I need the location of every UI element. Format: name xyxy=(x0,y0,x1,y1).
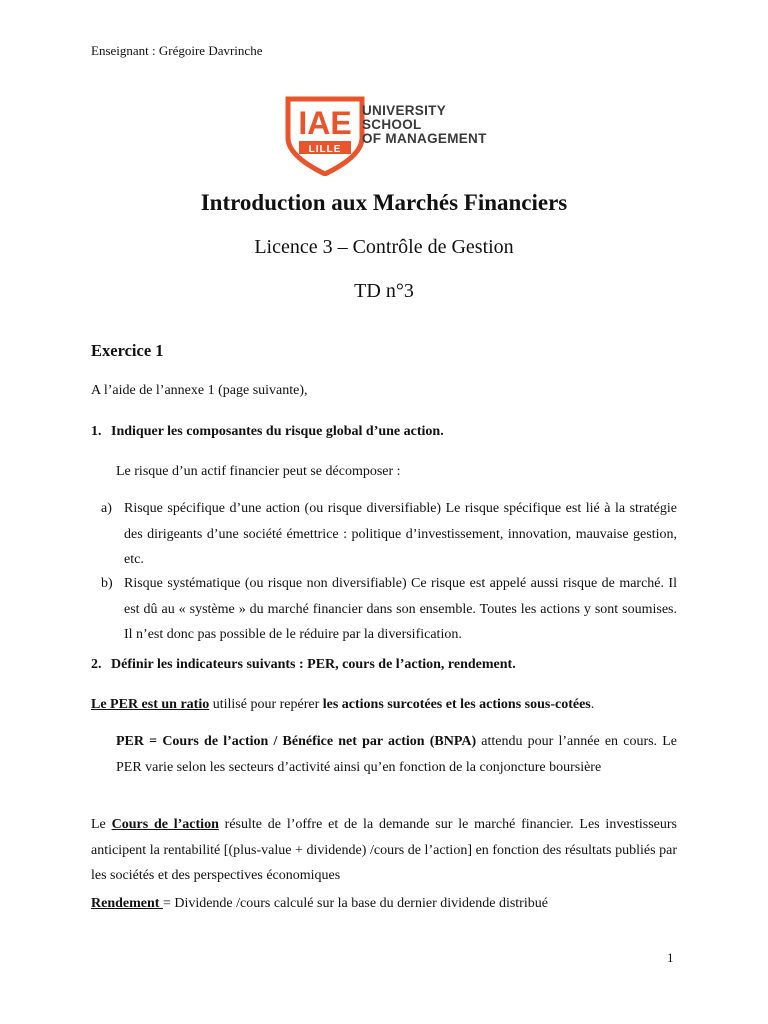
per-mid: utilisé pour repérer xyxy=(209,697,323,712)
per-formula-paragraph xyxy=(116,729,677,780)
exercise-intro: A l’aide de l’annexe 1 (page suivante), xyxy=(91,383,308,398)
document-title: Introduction aux Marchés Financiers xyxy=(200,190,568,215)
per-end: . xyxy=(590,697,595,712)
list-item xyxy=(91,571,677,648)
per-term: Le PER est un ratio xyxy=(91,697,210,712)
logo-line3: OF MANAGEMENT xyxy=(362,131,487,146)
cours-term: Cours de l’action xyxy=(111,817,219,832)
question-1-number: 1. xyxy=(91,424,102,439)
rendement-term: Rendement xyxy=(91,896,163,911)
exercise-title: Exercice 1 xyxy=(91,341,164,360)
td-number: TD n°3 xyxy=(354,280,414,302)
risk-intro: Le risque d’un actif financier peut se décomposer : xyxy=(116,464,401,479)
list-item xyxy=(91,496,677,573)
logo-line1: UNIVERSITY xyxy=(362,103,447,118)
per-emphasis: les actions surcotées et les actions sous-cotées xyxy=(322,697,591,712)
header-teacher: Enseignant : Grégoire Davrinche xyxy=(91,43,263,58)
per-formula: PER = Cours de l’action / Bénéfice net par action (BNPA) xyxy=(116,734,477,749)
logo-mark: IAE xyxy=(298,105,352,141)
per-formula-rest: attendu pour l’année en cours. Le PER varie selon les secteurs d’activité ainsi qu’en fonction de la conjoncture boursière xyxy=(116,734,677,775)
question-2-text: Définir les indicateurs suivants : PER, cours de l’action, rendement. xyxy=(111,657,516,672)
logo-text xyxy=(362,104,487,146)
cours-paragraph xyxy=(91,812,677,889)
question-2-number: 2. xyxy=(91,657,102,672)
question-1-text: Indiquer les composantes du risque global d’une action. xyxy=(111,424,444,439)
question-1 xyxy=(91,424,444,440)
list-marker: b) xyxy=(101,576,113,591)
logo-city: LILLE xyxy=(308,144,342,155)
list-item-text: Risque systématique (ou risque non diversifiable) Ce risque est appelé aussi risque de marché. Il est dû au « système » du marché financier dans son ensemble. Toutes les actions y sont soumises. Il n’est donc pas possible de le réduire par la diversification. xyxy=(124,576,677,642)
iae-shield-icon xyxy=(285,94,365,176)
list-item-text: Risque spécifique d’une action (ou risque diversifiable) Le risque spécifique est lié à la stratégie des dirigeants d’une société émettrice : politique d’investissement, innovation, mauvaise gestion, etc. xyxy=(124,501,677,567)
list-marker: a) xyxy=(101,501,112,516)
logo-line2: SCHOOL xyxy=(362,117,422,132)
per-definition xyxy=(91,697,594,713)
rendement-paragraph xyxy=(91,896,548,912)
document-subtitle: Licence 3 – Contrôle de Gestion xyxy=(254,236,514,258)
page-number: 1 xyxy=(667,950,674,965)
cours-lead: Le xyxy=(91,817,112,832)
rendement-rest: = Dividende /cours calculé sur la base du dernier dividende distribué xyxy=(162,896,548,911)
question-2 xyxy=(91,657,516,673)
cours-rest: résulte de l’offre et de la demande sur le marché financier. Les investisseurs anticipent la rentabilité [(plus-value + dividende) /cours de l’action] en fonction des résultats publiés par les sociétés et des perspectives économiques xyxy=(91,817,677,883)
